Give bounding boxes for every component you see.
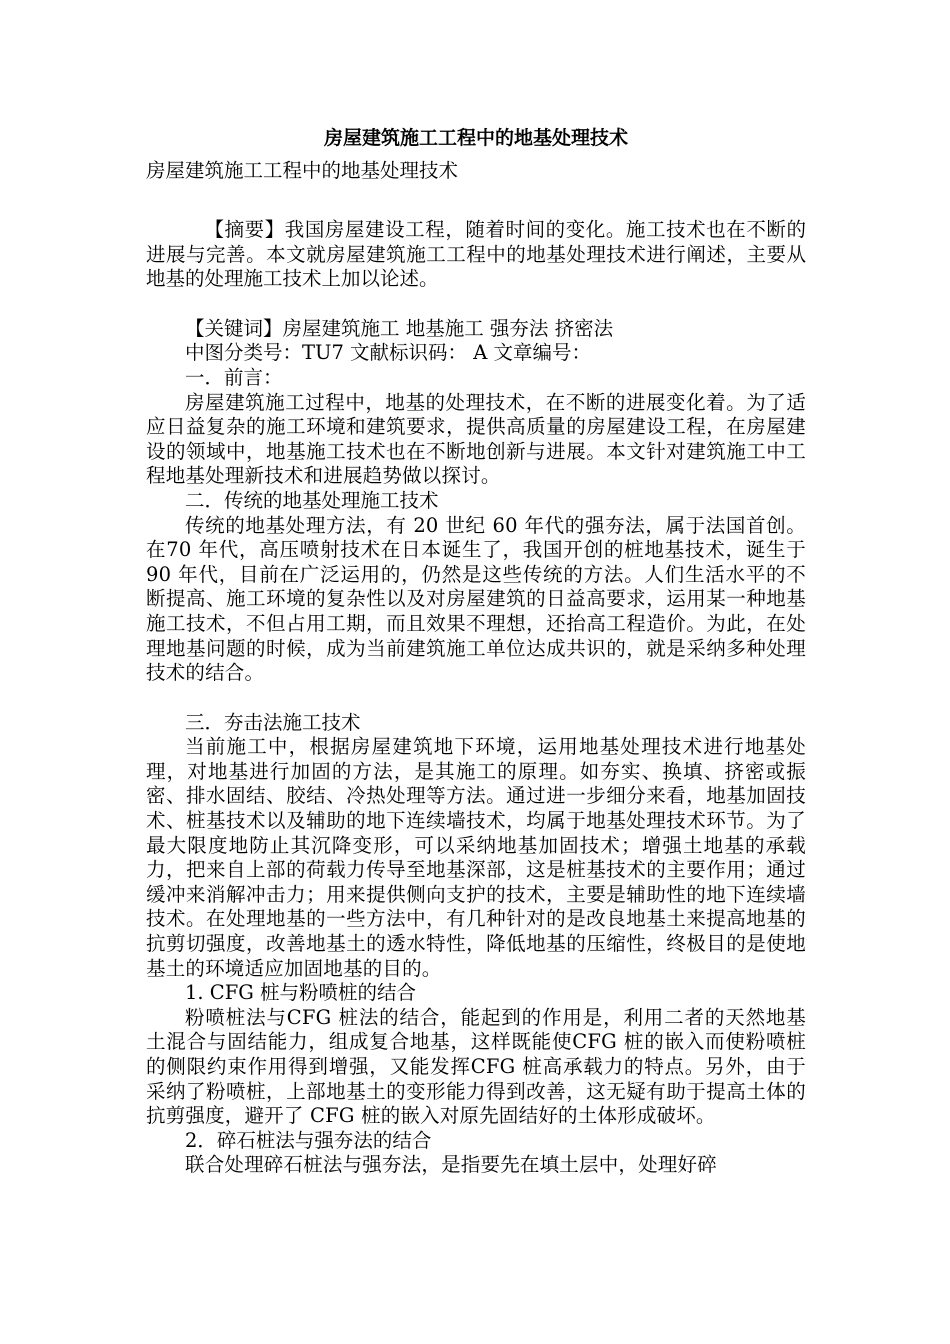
section-paragraph: 传统的地基处理方法，有 20 世纪 60 年代的强夯法，属于法国首创。在70 年代，高压喷射技术在日本诞生了，我国开创的桩地基技术，诞生于90 年代，目前在广泛运用的，仍然是这些传统的方法。人们生活水平的不断提高、施工环境的复杂性以及对房屋建筑的日益高要求，运用某一种地基施工技术，不但占用工期，而且效果不理想，还抬高工程造价。为此，在处理地基问题的时候，成为当前建筑施工单位达成共识的，就是采纳多种处理技术的结合。 [146,513,806,685]
document-page [146,118,806,1178]
spacer [146,292,806,317]
section-heading-intro: 一．前言： [185,365,283,389]
document-subtitle: 房屋建筑施工工程中的地基处理技术 [146,159,459,182]
classification-line: 中图分类号：TU7 文献标识码： A 文章编号： [185,341,592,365]
abstract: 【摘要】我国房屋建设工程，随着时间的变化。施工技术也在不断的进展与完善。本文就房屋建筑施工工程中的地基处理技术进行阐述，主要从地基的处理施工技术上加以论述。 [146,218,806,291]
keywords: 【关键词】房屋建筑施工 地基施工 强夯法 挤密法 [185,316,614,340]
spacer [146,686,806,711]
section-heading-tamping: 三．夯击法施工技术 [185,710,361,734]
document-title: 房屋建筑施工工程中的地基处理技术 [323,127,628,149]
subsection-heading-gravel: 2．碎石桩法与强夯法的结合 [185,1128,432,1152]
section-paragraph: 房屋建筑施工过程中，地基的处理技术，在不断的进展变化着。为了适应日益复杂的施工环境和建筑要求，提供高质量的房屋建设工程，在房屋建设的领域中，地基施工技术也在不断地创新与进展。本文针对建筑施工中工程地基处理新技术和进展趋势做以探讨。 [146,390,806,488]
section-paragraph: 当前施工中，根据房屋建筑地下环境，运用地基处理技术进行地基处理，对地基进行加固的方法，是其施工的原理。如夯实、换填、挤密或振密、排水固结、胶结、冷热处理等方法。通过进一步细分来看，地基加固技术、桩基技术以及辅助的地下连续墙技术，均属于地基处理技术环节。为了最大限度地防止其沉降变形，可以采纳地基加固技术；增强土地基的承载力，把来自上部的荷载力传导至地基深部，这是桩基技术的主要作用；通过缓冲来消解冲击力；用来提供侧向支护的技术，主要是辅助性的地下连续墙技术。在处理地基的一些方法中，有几种针对的是改良地基土来提高地基的抗剪切强度，改善地基土的透水特性，降低地基的压缩性，终极目的是使地基土的环境适应加固地基的目的。 [146,735,806,980]
section-paragraph: 联合处理碎石桩法与强夯法，是指要先在填土层中，处理好碎 [185,1153,717,1177]
spacer [146,184,806,218]
section-heading-traditional: 二．传统的地基处理施工技术 [185,488,439,512]
subsection-heading-cfg: 1. CFG 桩与粉喷桩的结合 [185,981,417,1005]
section-paragraph: 粉喷桩法与CFG 桩法的结合，能起到的作用是，利用二者的天然地基土混合与固结能力，组成复合地基，这样既能使CFG 桩的嵌入而使粉喷桩的侧限约束作用得到增强，又能发挥CFG 桩高承载力的特点。另外，由于采纳了粉喷桩，上部地基土的变形能力得到改善，这无疑有助于提高土体的抗剪强度，避开了 CFG 桩的嵌入对原先固结好的土体形成破坏。 [146,1005,806,1128]
